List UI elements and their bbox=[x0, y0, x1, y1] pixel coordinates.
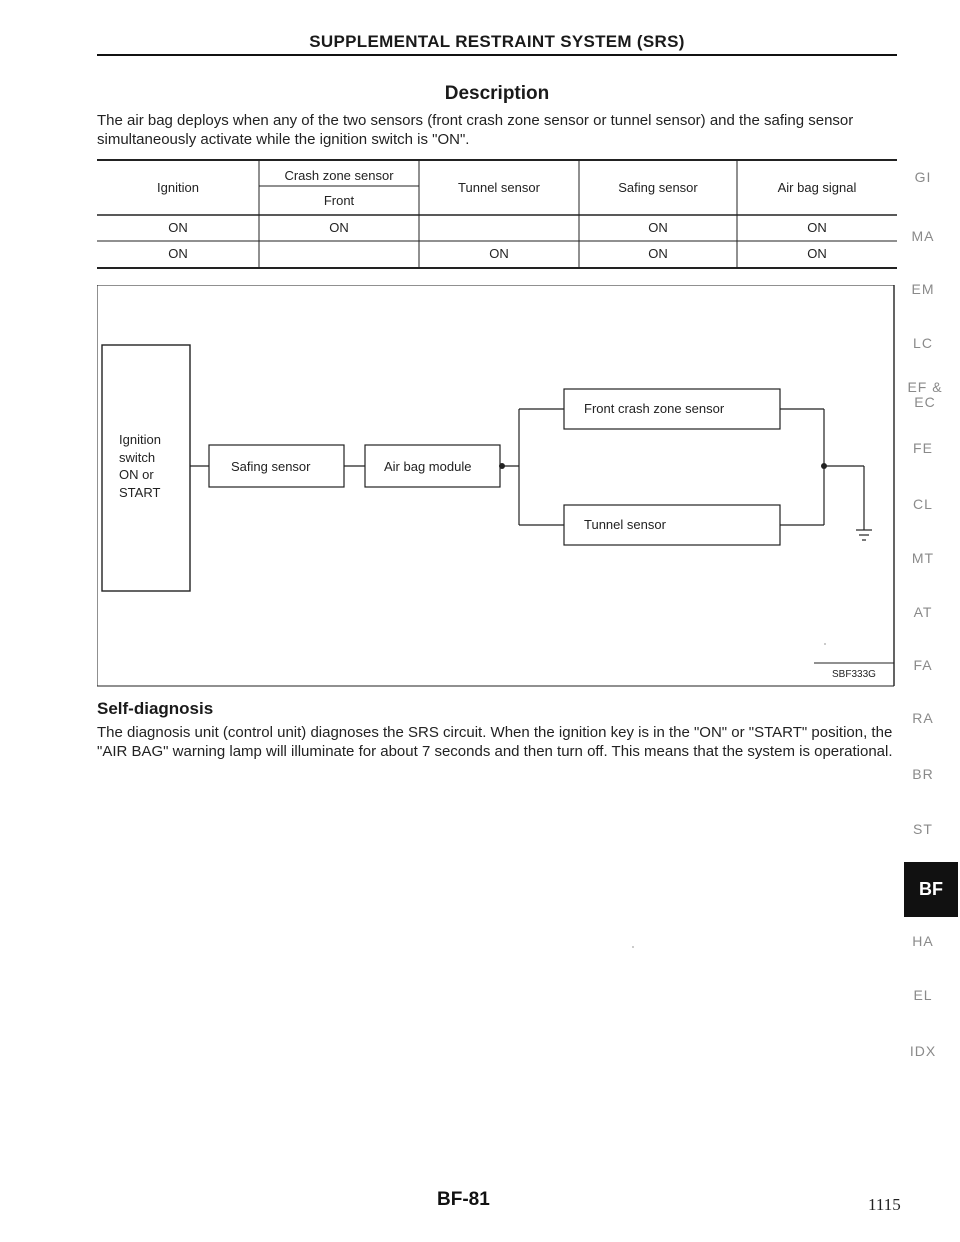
sensor-activation-table bbox=[97, 158, 897, 270]
row2-safing: ON bbox=[648, 246, 668, 261]
row1-ignition: ON bbox=[168, 220, 188, 235]
side-tab-ma[interactable]: MA bbox=[911, 228, 935, 244]
side-tab-ra[interactable]: RA bbox=[912, 710, 934, 726]
ignition-label-3: ON or bbox=[119, 467, 154, 482]
th-front: Front bbox=[323, 193, 355, 208]
side-tab-lc[interactable]: LC bbox=[913, 335, 933, 351]
ignition-label-2: switch bbox=[119, 450, 156, 465]
side-tab-fa[interactable]: FA bbox=[913, 657, 933, 673]
th-ignition: Ignition bbox=[157, 180, 199, 195]
side-tab-em[interactable]: EM bbox=[911, 281, 935, 297]
self-diagnosis-text: The diagnosis unit (control unit) diagnoses the SRS circuit. When the ignition key is in the "ON" or "START" position, the "AIR BAG" warning lamp will illuminate for about 7 seconds and then turn off. This means that the system is operational. bbox=[97, 724, 893, 760]
safing-sensor-label: Safing sensor bbox=[231, 459, 311, 474]
side-tab-gi[interactable]: GI bbox=[914, 169, 932, 185]
air-bag-module-label: Air bag module bbox=[384, 459, 472, 474]
th-airbag-signal: Air bag signal bbox=[777, 180, 857, 195]
side-tab-ha[interactable]: HA bbox=[912, 933, 934, 949]
side-tab-el[interactable]: EL bbox=[913, 987, 933, 1003]
ignition-label-4: START bbox=[119, 485, 161, 500]
row1-airbag: ON bbox=[807, 220, 827, 235]
description-heading: Description bbox=[444, 83, 550, 104]
scan-speck bbox=[632, 946, 634, 948]
side-tab-ef-ec[interactable]: EF & EC bbox=[907, 379, 943, 410]
self-diagnosis-heading: Self-diagnosis bbox=[97, 699, 214, 718]
figure-code: SBF333G bbox=[832, 669, 876, 680]
srs-circuit-diagram bbox=[97, 285, 897, 687]
page-number: 1115 bbox=[868, 1195, 901, 1214]
scan-speck bbox=[824, 643, 826, 645]
side-tab-idx[interactable]: IDX bbox=[909, 1043, 937, 1059]
row2-airbag: ON bbox=[807, 246, 827, 261]
th-tunnel: Tunnel sensor bbox=[458, 180, 540, 195]
side-tab-st[interactable]: ST bbox=[913, 821, 933, 837]
row1-front: ON bbox=[329, 220, 349, 235]
row2-ignition: ON bbox=[168, 246, 188, 261]
front-crash-zone-sensor-label: Front crash zone sensor bbox=[584, 401, 725, 416]
side-tab-fe[interactable]: FE bbox=[913, 440, 933, 456]
row1-safing: ON bbox=[648, 220, 668, 235]
th-safing: Safing sensor bbox=[618, 180, 698, 195]
side-tab-mt[interactable]: MT bbox=[911, 550, 935, 566]
page-section-label: BF-81 bbox=[437, 1189, 490, 1210]
description-text: The air bag deploys when any of the two sensors (front crash zone sensor or tunnel sensor) and the safing sensor simultaneously activate while the ignition switch is "ON". bbox=[97, 112, 854, 148]
th-crash-zone: Crash zone sensor bbox=[284, 168, 394, 183]
row2-tunnel: ON bbox=[489, 246, 509, 261]
side-tab-cl[interactable]: CL bbox=[913, 496, 933, 512]
page-header-title: SUPPLEMENTAL RESTRAINT SYSTEM (SRS) bbox=[309, 32, 685, 51]
side-tab-bf-active[interactable]: BF bbox=[904, 862, 958, 917]
tunnel-sensor-label: Tunnel sensor bbox=[584, 517, 666, 532]
side-tab-at[interactable]: AT bbox=[913, 604, 933, 620]
side-tab-br[interactable]: BR bbox=[912, 766, 934, 782]
header-divider bbox=[97, 54, 897, 56]
ignition-label-1: Ignition bbox=[119, 432, 161, 447]
